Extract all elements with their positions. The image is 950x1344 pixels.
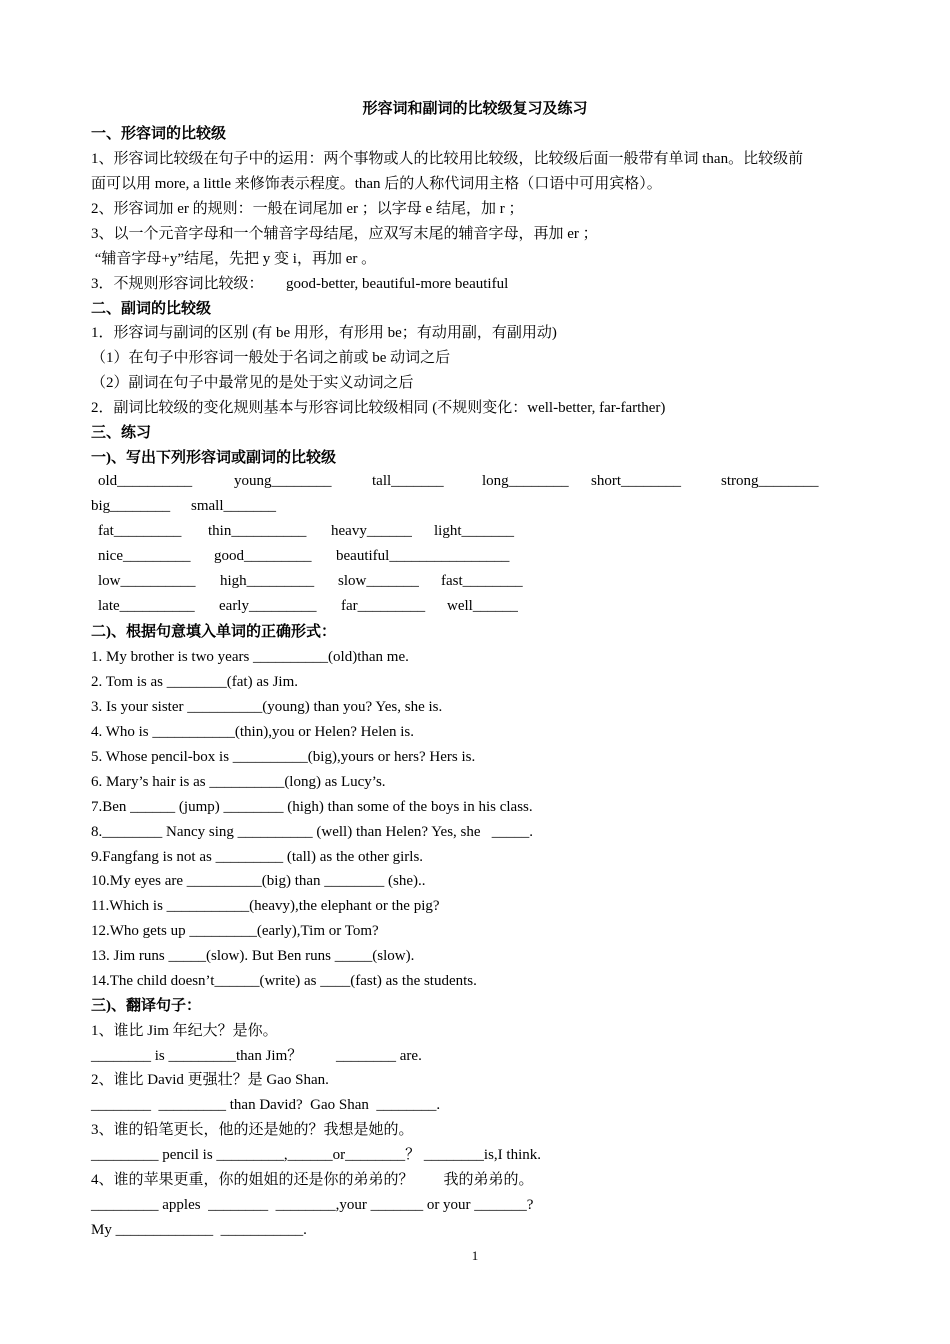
section2-line: （2）副词在句子中最常见的是处于实义动词之后 (91, 375, 414, 391)
page-number: 1 (471, 1248, 479, 1263)
translation-line: _________ apples ________ ________,your _______ or your _______? (91, 1197, 534, 1213)
word-item: early_________ (219, 598, 317, 614)
word-item: good_________ (214, 548, 312, 564)
word-item: fast________ (441, 573, 523, 589)
translation-line: 2、谁比 David 更强壮？是 Gao Shan. (91, 1072, 329, 1088)
section2-line: 1．形容词与副词的区别 (有 be 用形，有形用 be；有动用副，有副用动) (91, 325, 557, 341)
word-item: slow_______ (338, 573, 419, 589)
exercise-sentence: 4. Who is ___________(thin),you or Helen? Helen is. (91, 724, 415, 740)
section1-line: 3、以一个元音字母和一个辅音字母结尾，应双写末尾的辅音字母，再加 er ； (91, 226, 598, 242)
exercise-sentence: 2. Tom is as ________(fat) as Jim. (91, 674, 298, 690)
exercise-sentence: 10.My eyes are __________(big) than ________ (she).. (91, 873, 426, 889)
word-item: fat_________ (98, 523, 182, 539)
word-item: heavy______ (331, 523, 412, 539)
exercise-sentence: 7.Ben ______ (jump) ________ (high) than some of the boys in his class. (91, 799, 533, 815)
word-item: beautiful________________ (336, 548, 510, 564)
exercise-sentence: 13. Jim runs _____(slow). But Ben runs _____(slow). (91, 948, 415, 964)
exercise-sentence: 6. Mary’s hair is as __________(long) as Lucy’s. (91, 774, 386, 790)
translation-line: _________ pencil is _________,______or________？ ________is,I think. (91, 1147, 541, 1163)
exercise-sentence: 9.Fangfang is not as _________ (tall) as the other girls. (91, 849, 424, 865)
section3-heading: 三、练习 (91, 425, 152, 441)
word-item: late__________ (98, 598, 195, 614)
section1-line: 3．不规则形容词比较级： good-better, beautiful-more beautiful (91, 276, 509, 292)
exercise-sentence: 5. Whose pencil-box is __________(big),yours or hers? Hers is. (91, 749, 476, 765)
exercise-sentence: 11.Which is ___________(heavy),the elephant or the pig? (91, 898, 440, 914)
translation-line: My _____________ ___________. (91, 1222, 307, 1238)
word-item: old__________ (98, 473, 193, 489)
word-item: light_______ (434, 523, 515, 539)
exercise-sentence: 12.Who gets up _________(early),Tim or Tom? (91, 923, 379, 939)
word-item: thin__________ (208, 523, 307, 539)
word-item: young________ (234, 473, 332, 489)
section1-line: 2、形容词加 er 的规则：一般在词尾加 er ；以字母 e 结尾，加 r ； (91, 201, 524, 217)
word-item: strong________ (721, 473, 819, 489)
part2-heading: 二)、根据句意填入单词的正确形式： (91, 624, 336, 640)
exercise-sentence: 3. Is your sister __________(young) than you? Yes, she is. (91, 699, 443, 715)
exercise-sentence: 1. My brother is two years __________(old)than me. (91, 649, 409, 665)
translation-line: ________ _________ than David? Gao Shan ________. (91, 1097, 441, 1113)
translation-line: 4、谁的苹果更重，你的姐姐的还是你的弟弟的？ 我的弟弟的。 (91, 1172, 534, 1188)
word-item: big________ (91, 498, 171, 514)
section1-heading: 一、形容词的比较级 (91, 126, 227, 142)
section1-line: “辅音字母+y”结尾，先把 y 变 i，再加 er 。 (91, 251, 377, 267)
word-item: well______ (447, 598, 518, 614)
word-item: low__________ (98, 573, 196, 589)
translation-line: 1、谁比 Jim 年纪大？是你。 (91, 1023, 278, 1039)
page-title: 形容词和副词的比较级复习及练习 (362, 101, 588, 117)
section1-line: 1、形容词比较级在句子中的运用：两个事物或人的比较用比较级，比较级后面一般带有单词 than。比较级前 (91, 151, 804, 167)
word-item: far_________ (341, 598, 426, 614)
word-item: tall_______ (372, 473, 444, 489)
translation-line: 3、谁的铅笔更长，他的还是她的？我想是她的。 (91, 1122, 414, 1138)
part3-heading: 三)、翻译句子： (91, 998, 201, 1014)
word-item: nice_________ (98, 548, 191, 564)
section2-heading: 二、副词的比较级 (91, 301, 212, 317)
section2-line: 2．副词比较级的变化规则基本与形容词比较级相同 (不规则变化：well-better, far-farther) (91, 400, 666, 416)
exercise-sentence: 8.________ Nancy sing __________ (well) than Helen? Yes, she _____. (91, 824, 534, 840)
word-item: small_______ (191, 498, 276, 514)
section2-line: （1）在句子中形容词一般处于名词之前或 be 动词之后 (91, 350, 451, 366)
word-item: high_________ (220, 573, 315, 589)
part1-heading: 一)、写出下列形容词或副词的比较级 (91, 450, 336, 466)
word-item: long________ (482, 473, 569, 489)
section1-line: 面可以用 more, a little 来修饰表示程度。than 后的人称代词用主格（口语中可用宾格）。 (91, 176, 662, 192)
word-item: short________ (591, 473, 681, 489)
exercise-sentence: 14.The child doesn’t______(write) as ____(fast) as the students. (91, 973, 477, 989)
translation-line: ________ is _________than Jim？ ________ are. (91, 1048, 422, 1064)
